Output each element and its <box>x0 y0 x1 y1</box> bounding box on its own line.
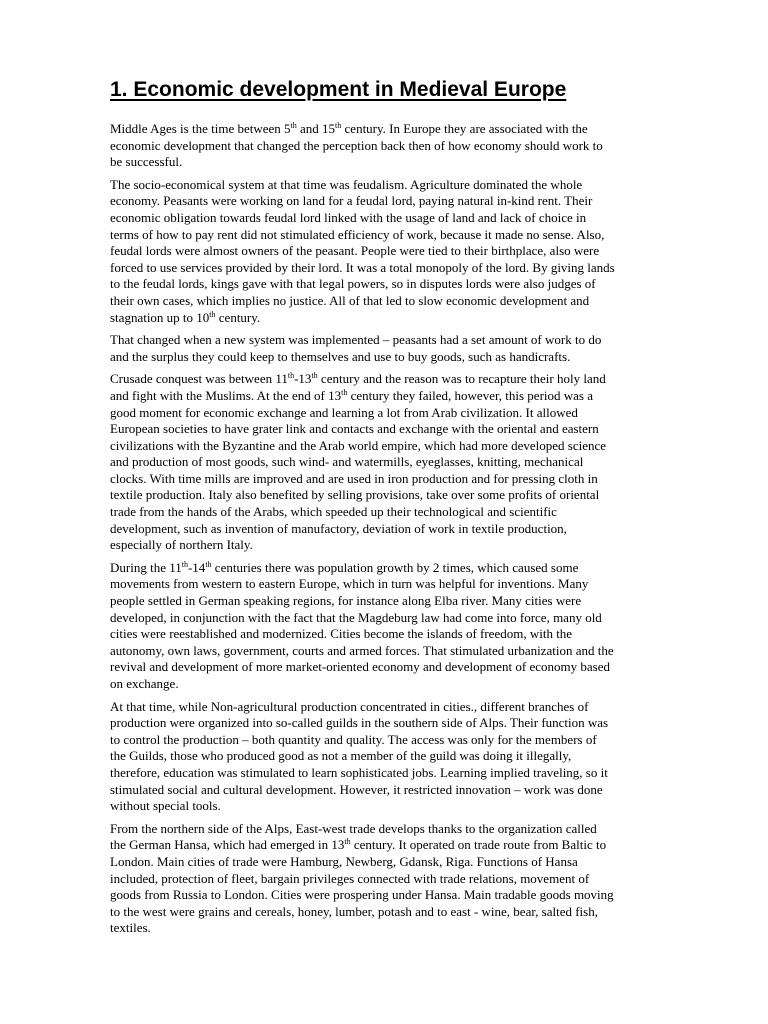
text-line <box>110 193 715 210</box>
text-run: From the northern side of the Alps, East-west trade develops thanks to the organization called <box>110 820 597 836</box>
text-run: textiles. <box>110 920 151 936</box>
text-line <box>110 854 715 871</box>
text-run: The socio-economical system at that time was feudalism. Agriculture dominated the whole <box>110 176 583 192</box>
text-run: stimulated social and cultural development. However, it restricted innovation – work was done <box>110 781 603 797</box>
text-run: centuries there was population growth by 2 times, which caused some <box>211 559 579 575</box>
paragraph <box>110 699 715 815</box>
text-line <box>110 715 715 732</box>
text-line <box>110 293 715 310</box>
text-run: the Guilds, those who produced good as not a member of the guild was doing it illegally, <box>110 748 572 764</box>
text-run: terms of how to pay rent did not stimulated efficiency of work, because it made no sense. Also, <box>110 226 605 242</box>
paragraph <box>110 121 715 171</box>
text-run: especially of northern Italy. <box>110 537 253 553</box>
text-line <box>110 593 715 610</box>
text-line <box>110 227 715 244</box>
superscript: th <box>344 837 351 847</box>
text-line <box>110 421 715 438</box>
text-line <box>110 504 715 521</box>
text-run: textile production. Italy also benefited by selling provisions, take over some profits of oriental <box>110 487 600 503</box>
paragraph <box>110 821 715 937</box>
text-run: development, such as invention of manufactory, deviation of work in textile production, <box>110 520 567 536</box>
superscript: th <box>287 371 295 381</box>
superscript: th <box>209 309 216 319</box>
text-run: autonomy, own laws, government, courts and armed forces. That stimulated urbanization and the <box>110 642 614 658</box>
text-run: therefore, education was stimulated to learn sophisticated jobs. Learning implied traveling, so it <box>110 764 608 780</box>
text-run: forced to use services provided by their lord. It was a total monopoly of the lord. By giving lands <box>110 259 615 275</box>
text-line <box>110 920 715 937</box>
text-line <box>110 537 715 554</box>
text-run: be successful. <box>110 154 183 170</box>
text-run: century. In Europe they are associated with the <box>341 121 588 136</box>
text-line <box>110 260 715 277</box>
text-run: European societies to have grater link and contacts and exchange with the oriental and eastern <box>110 421 599 437</box>
text-run: movements from western to eastern Europe, which in turn was helpful for inventions. Many <box>110 576 589 592</box>
text-run: and fight with the Muslims. At the end of 13 <box>110 387 342 403</box>
text-line <box>110 732 715 749</box>
superscript: th <box>181 559 188 569</box>
paragraph <box>110 371 715 554</box>
text-run: During the 11 <box>110 559 182 575</box>
text-run: and production of most goods, such wind- and watermills, eyeglasses, knitting, mechanical <box>110 454 584 470</box>
text-line <box>110 560 715 577</box>
text-line <box>110 138 715 155</box>
text-run: civilizations with the Byzantine and the Arab world empire, which had more developed science <box>110 437 607 453</box>
text-run: -13 <box>294 371 312 387</box>
text-line <box>110 243 715 260</box>
text-line <box>110 887 715 904</box>
text-run: and the surplus they could keep to themselves and use to buy goods, such as handicrafts. <box>110 348 571 364</box>
text-line <box>110 405 715 422</box>
text-line <box>110 177 715 194</box>
paragraph <box>110 177 715 326</box>
superscript: th <box>205 559 212 569</box>
text-line <box>110 487 715 504</box>
text-line <box>110 154 715 171</box>
text-line <box>110 782 715 799</box>
text-line <box>110 454 715 471</box>
text-run: goods from Russia to London. Cities were prospering under Hansa. Main tradable goods moving <box>110 887 614 903</box>
text-run: economic obligation towards feudal lord linked with the usage of land and lack of choice in <box>110 209 587 225</box>
text-line <box>110 471 715 488</box>
text-line <box>110 121 715 138</box>
document-body <box>110 121 715 943</box>
text-run: to control the production – both quantity and quality. The access was only for the members of <box>110 731 597 747</box>
text-run: That changed when a new system was implemented – peasants had a set amount of work to do <box>110 332 602 348</box>
text-line <box>110 610 715 627</box>
text-run: trade from the hands of the Arabs, which speeded up their technological and scientific <box>110 504 557 520</box>
text-run: At that time, while Non-agricultural production concentrated in cities., different branches of <box>110 698 589 714</box>
text-run: people settled in German speaking regions, for instance along Elba river. Many cities were <box>110 593 582 609</box>
text-run: stagnation up to 10 <box>110 309 210 325</box>
text-run: Crusade conquest was between 11 <box>110 371 288 387</box>
superscript: th <box>335 121 342 130</box>
text-line <box>110 371 715 388</box>
text-run: -14 <box>187 559 206 575</box>
text-line <box>110 765 715 782</box>
text-line <box>110 837 715 854</box>
text-line <box>110 438 715 455</box>
text-run: century and the reason was to recapture their holy land <box>317 371 606 387</box>
text-run: revival and development of more market-oriented economy and development of economy based <box>110 659 610 675</box>
text-run: the German Hansa, which had emerged in 13 <box>110 837 345 853</box>
text-line <box>110 821 715 838</box>
text-line <box>110 659 715 676</box>
superscript: th <box>341 387 348 397</box>
text-line <box>110 310 715 327</box>
text-line <box>110 210 715 227</box>
text-line <box>110 388 715 405</box>
text-line <box>110 748 715 765</box>
text-run: Middle Ages is the time between 5 <box>110 121 291 136</box>
text-run: to the west were grains and cereals, honey, lumber, potash and to east - wine, bear, salted fish, <box>110 903 598 919</box>
text-line <box>110 349 715 366</box>
text-line <box>110 904 715 921</box>
text-line <box>110 332 715 349</box>
text-run: London. Main cities of trade were Hamburg, Newberg, Gdansk, Riga. Functions of Hansa <box>110 853 578 869</box>
text-line <box>110 626 715 643</box>
text-line <box>110 798 715 815</box>
superscript: th <box>311 371 318 381</box>
superscript: th <box>290 121 297 130</box>
text-run: without special tools. <box>110 798 221 814</box>
text-run: century. <box>215 309 261 325</box>
text-run: and 15 <box>296 121 336 136</box>
document-title: 1. Economic development in Medieval Europe <box>110 78 567 101</box>
text-run: feudal lords were almost owners of the peasant. People were tied to their birthplace, also were <box>110 243 600 259</box>
text-run: century they failed, however, this period was a <box>347 387 594 403</box>
text-line <box>110 699 715 716</box>
text-run: their own cases, which implies no justice. All of that led to slow economic development and <box>110 292 590 308</box>
text-run: cities were reestablished and modernized. Cities become the islands of freedom, with the <box>110 626 573 642</box>
text-run: developed, in conjunction with the fact that the Magdeburg law had come into force, many old <box>110 609 602 625</box>
paragraph <box>110 332 715 365</box>
text-run: century. It operated on trade route from Baltic to <box>350 837 607 853</box>
text-run: production were organized into so-called guilds in the southern side of Alps. Their function was <box>110 715 609 731</box>
text-run: included, protection of fleet, bargain privileges connected with trade relations, movement of <box>110 870 590 886</box>
text-run: clocks. With time mills are improved and are used in iron production and for pressing cloth in <box>110 470 598 486</box>
text-run: economy. Peasants were working on land for a feudal lord, paying natural in-kind rent. Their <box>110 193 593 209</box>
text-line <box>110 576 715 593</box>
text-line <box>110 643 715 660</box>
text-line <box>110 871 715 888</box>
text-run: good moment for economic exchange and learning a lot from Arab civilization. It allowed <box>110 404 578 420</box>
text-run: economic development that changed the perception back then of how economy should work to <box>110 137 603 153</box>
text-run: to the feudal lords, kings gave with that legal powers, so in disputes lords were also judges of <box>110 276 596 292</box>
text-line <box>110 521 715 538</box>
text-run: on exchange. <box>110 676 179 691</box>
text-line <box>110 276 715 293</box>
text-line <box>110 676 715 693</box>
paragraph <box>110 560 715 693</box>
